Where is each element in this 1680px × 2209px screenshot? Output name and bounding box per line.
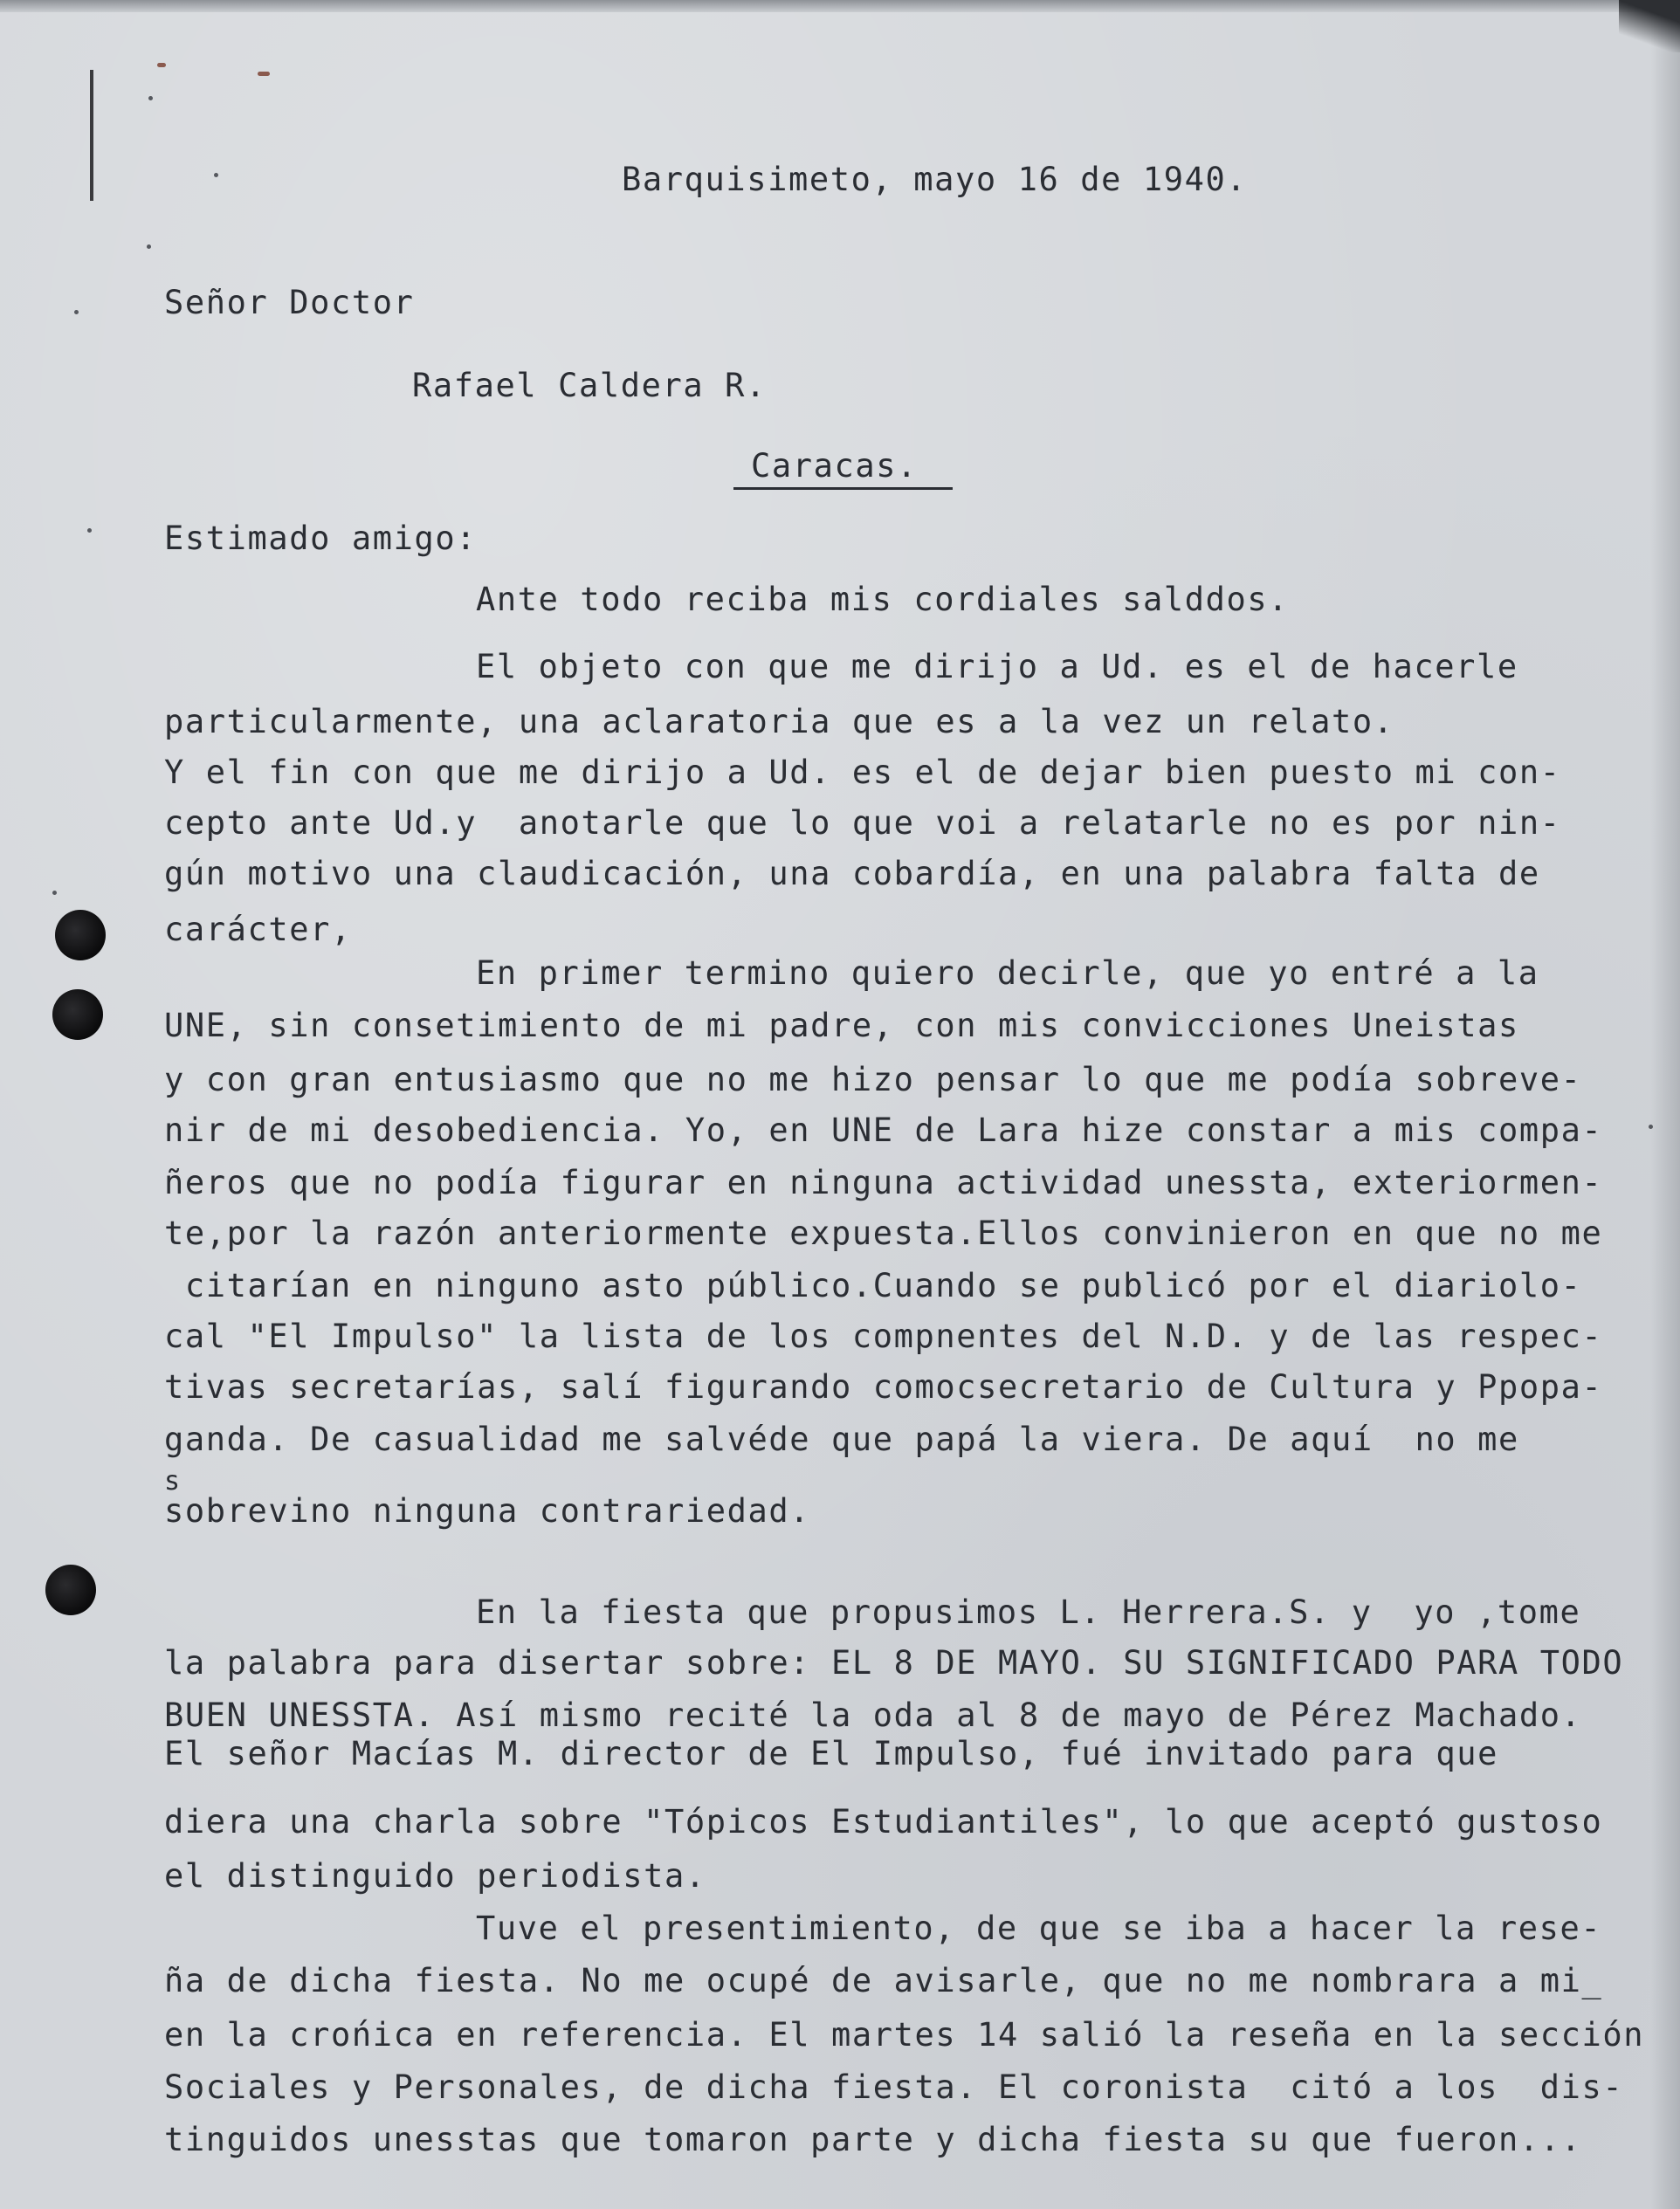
margin-stain xyxy=(258,72,270,76)
body-line: Tuve el presentimiento, de que se iba a hacer la rese- xyxy=(476,1910,1602,1947)
margin-speck xyxy=(214,173,218,177)
date-line: Barquisimeto, mayo 16 de 1940. xyxy=(622,161,1248,198)
margin-speck xyxy=(87,528,92,533)
margin-speck xyxy=(148,96,153,100)
punch-hole xyxy=(55,910,106,960)
body-line: diera una charla sobre "Tópicos Estudiantiles", lo que aceptó gustoso xyxy=(164,1803,1603,1841)
body-line: la palabra para disertar sobre: EL 8 DE MAYO. SU SIGNIFICADO PARA TODO xyxy=(164,1644,1624,1682)
punch-hole xyxy=(52,989,103,1040)
page-corner-shadow xyxy=(1619,0,1680,52)
body-line: sobrevino ninguna contrariedad. xyxy=(164,1492,811,1530)
body-line: ña de dicha fiesta. No me ocupé de avisarle, que no me nombrara a mi_ xyxy=(164,1962,1603,1999)
addressee-title: Señor Doctor xyxy=(164,284,415,321)
margin-pen-mark xyxy=(90,70,93,201)
body-line: ganda. De casualidad me salvéde que papá la viera. De aquí no me xyxy=(164,1421,1519,1458)
body-line: particularmente, una aclaratoria que es a la vez un relato. xyxy=(164,703,1394,740)
body-line: el distinguido periodista. xyxy=(164,1857,706,1895)
salutation: Estimado amigo: xyxy=(164,520,478,557)
body-line: cepto ante Ud.y anotarle que lo que voi a relatarle no es por nin- xyxy=(164,804,1561,842)
body-line: Y el fin con que me dirijo a Ud. es el de dejar bien puesto mi con- xyxy=(164,754,1561,791)
body-line: tivas secretarías, salí figurando comocsecretario de Cultura y Ppopa- xyxy=(164,1368,1603,1406)
body-line: te,por la razón anteriormente expuesta.Ellos convinieron en que no me xyxy=(164,1215,1603,1252)
page-right-shadow xyxy=(1650,0,1680,2209)
margin-stain xyxy=(157,63,166,67)
body-line: BUEN UNESSTA. Así mismo recité la oda al 8 de mayo de Pérez Machado. xyxy=(164,1696,1582,1734)
body-line: carácter, xyxy=(164,911,352,948)
body-line: El objeto con que me dirijo a Ud. es el de hacerle xyxy=(476,648,1518,685)
body-line: y con gran entusiasmo que no me hizo pensar lo que me podía sobreve- xyxy=(164,1061,1582,1098)
body-line: En la fiesta que propusimos L. Herrera.S. y yo ,tome xyxy=(476,1593,1581,1631)
margin-speck xyxy=(147,244,151,249)
body-line: citarían en ninguno asto público.Cuando se publicó por el diariolo- xyxy=(164,1267,1582,1304)
body-line: UNE, sin consetimiento de mi padre, con mis convicciones Uneistas xyxy=(164,1007,1519,1044)
margin-speck xyxy=(1649,1125,1653,1129)
body-line: en la crońica en referencia. El martes 14 salió la reseña en la sección xyxy=(164,2016,1645,2054)
margin-speck xyxy=(74,310,79,314)
addressee-city: Caracas. xyxy=(733,450,953,490)
margin-speck xyxy=(52,891,57,895)
body-line: cal "El Impulso" la lista de los compnentes del N.D. y de las respec- xyxy=(164,1318,1603,1355)
body-line: ñeros que no podía figurar en ninguna actividad unessta, exteriormen- xyxy=(164,1164,1603,1201)
page-top-edge xyxy=(0,0,1680,12)
body-line: Ante todo reciba mis cordiales saldd​os. xyxy=(476,581,1290,618)
body-line: El señor Macías M. director de El Impulso, fué invitado para que xyxy=(164,1735,1499,1772)
addressee-name: Rafael Caldera R. xyxy=(412,367,767,404)
body-line: s xyxy=(164,1466,182,1497)
body-line: nir de mi desobediencia. Yo, en UNE de Lara hize constar a mis compa- xyxy=(164,1111,1603,1149)
body-line: En primer termino quiero decirle, que yo entré a la xyxy=(476,954,1539,992)
body-line: gún motivo una claudicación, una cobardía, en una palabra falta de xyxy=(164,855,1540,892)
body-line: tinguidos unesstas que tomaron parte y dicha fiesta su que fueron... xyxy=(164,2121,1582,2158)
punch-hole xyxy=(45,1565,96,1615)
body-line: Sociales y Personales, de dicha fiesta. El coronista citó a los dis- xyxy=(164,2068,1624,2106)
